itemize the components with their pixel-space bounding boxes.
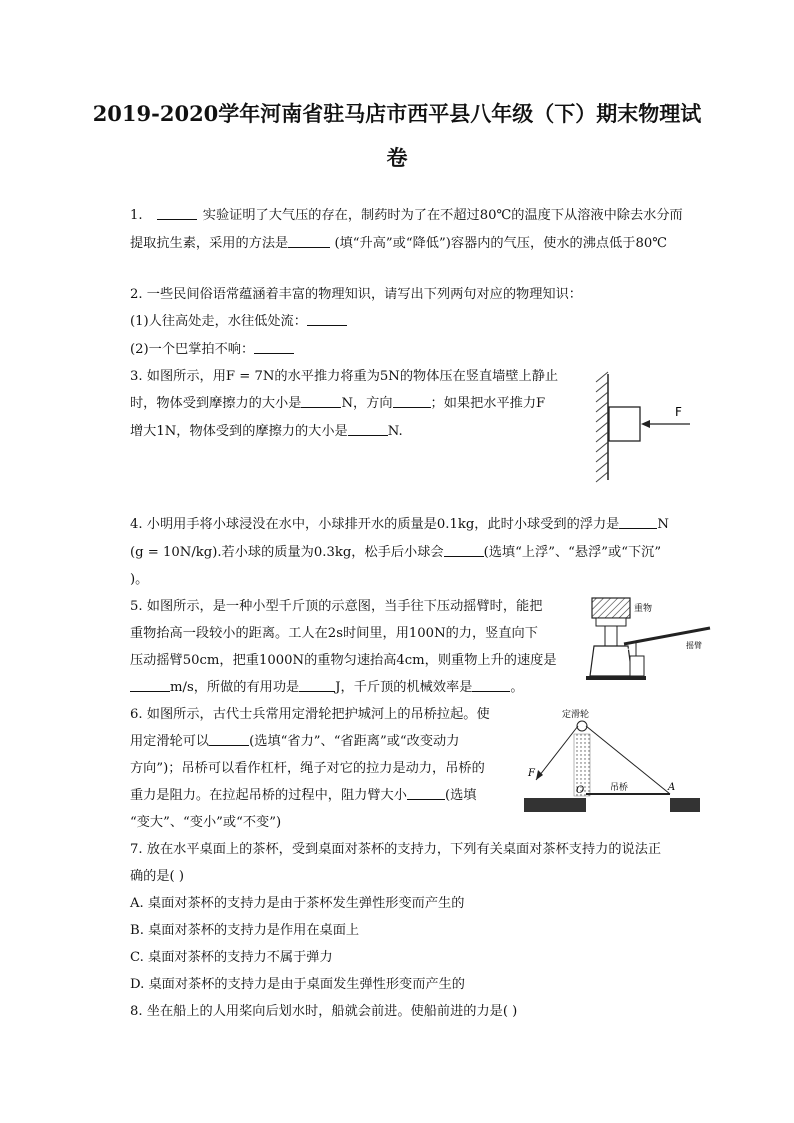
jack-figure xyxy=(586,594,716,684)
q6-line-2: 用定滑轮可以 (选填“省力”、“省距离”或“改变动力 xyxy=(130,734,460,749)
q5-line-1: 5. 如图所示，是一种小型千斤顶的示意图，当手往下压动摇臂时，能把 xyxy=(130,599,543,614)
q6-line-4: 重力是阻力。在拉起吊桥的过程中，阻力臂大小 (选填 xyxy=(130,788,477,803)
q3-blank-1[interactable] xyxy=(301,395,341,408)
lever-label: 摇臂 xyxy=(686,641,702,650)
q3-line-3: 增大1N，物体受到的摩擦力的大小是 N. xyxy=(130,424,403,439)
q5-line-3: 压动摇臂50cm，把重1000N的重物匀速抬高4cm，则重物上升的速度是 xyxy=(130,653,557,668)
q1-number: 1. xyxy=(130,208,143,223)
q3-line-1: 3. 如图所示，用F = 7N的水平推力将重为5N的物体压在竖直墙壁上静止 xyxy=(130,369,559,384)
q7-option-a[interactable]: A. 桌面对茶杯的支持力是由于茶杯发生弹性形变而产生的 xyxy=(130,896,465,911)
q2-line-1: 2. 一些民间俗语常蕴涵着丰富的物理知识，请写出下列两句对应的物理知识： xyxy=(130,287,582,302)
q7-option-b[interactable]: B. 桌面对茶杯的支持力是作用在桌面上 xyxy=(130,923,360,938)
pivot-label: O xyxy=(576,785,585,796)
title-line-1: 2019-2020学年河南省驻马店市西平县八年级（下）期末物理试 xyxy=(92,101,702,126)
q4-line-3: )。 xyxy=(130,572,149,587)
q5-line-2: 重物抬高一段较小的距离。工人在2s时间里，用100N的力，竖直向下 xyxy=(130,626,538,641)
q1-line-2: 提取抗生素，采用的方法是 (填“升高”或“降低”)容器内的气压，使水的沸点低于80℃ xyxy=(130,236,667,251)
q1-line-1 xyxy=(130,204,683,223)
q1-blank-1[interactable] xyxy=(157,207,197,220)
q4-blank-2[interactable] xyxy=(444,544,484,557)
wall-figure xyxy=(590,368,710,488)
q6-line-3: 方向”)；吊桥可以看作杠杆，绳子对它的拉力是动力，吊桥的 xyxy=(130,761,485,776)
q4-blank-1[interactable] xyxy=(619,516,657,529)
q2-line-3: (2)一个巴掌拍不响： xyxy=(130,338,294,357)
q7-line-1: 7. 放在水平桌面上的茶杯，受到桌面对茶杯的支持力，下列有关桌面对茶杯支持力的说法正 xyxy=(130,842,662,857)
q5-blank-2[interactable] xyxy=(299,679,335,692)
title-line-2: 卷 xyxy=(386,145,408,170)
weight-label: 重物 xyxy=(634,604,653,614)
q8-line-1: 8. 坐在船上的人用桨向后划水时，船就会前进。使船前进的力是( ) xyxy=(130,1004,518,1019)
q3-blank-3[interactable] xyxy=(348,423,388,436)
q5-blank-1[interactable] xyxy=(130,679,170,692)
pull-force-label: F xyxy=(528,768,535,779)
q3-line-2: 时，物体受到摩擦力的大小是 N，方向 ；如果把水平推力F xyxy=(130,396,546,411)
q2-blank-2[interactable] xyxy=(254,341,294,354)
q3-blank-2[interactable] xyxy=(393,395,431,408)
point-a-label: A xyxy=(668,782,676,793)
q1-blank-2[interactable] xyxy=(288,235,330,248)
q6-blank-1[interactable] xyxy=(209,733,249,746)
q6-line-1: 6. 如图所示，古代士兵常用定滑轮把护城河上的吊桥拉起。使 xyxy=(130,707,490,722)
q2-line-2: (1)人往高处走，水往低处流： xyxy=(130,310,347,329)
pulley-label: 定滑轮 xyxy=(562,710,590,720)
q7-line-2: 确的是( ) xyxy=(130,869,185,884)
force-label: F xyxy=(675,405,682,419)
q6-line-5: “变大”、“变小”或“不变”) xyxy=(130,815,282,830)
q2-blank-1[interactable] xyxy=(307,313,347,326)
q5-blank-3[interactable] xyxy=(472,679,510,692)
q6-blank-2[interactable] xyxy=(407,787,445,800)
q5-line-4: m/s，所做的有用功是 J，千斤顶的机械效率是 。 xyxy=(130,676,524,695)
q1-text: 实验证明了大气压的存在，制药时为了在不超过80℃的温度下从溶液中除去水分而 xyxy=(202,208,683,223)
exam-title xyxy=(90,92,704,180)
q7-option-d[interactable]: D. 桌面对茶杯的支持力是由于桌面发生弹性形变而产生的 xyxy=(130,977,465,992)
bridge-label: 吊桥 xyxy=(610,783,629,793)
drawbridge-figure xyxy=(524,706,700,818)
q4-line-2: (g = 10N/kg).若小球的质量为0.3kg，松手后小球会 (选填“上浮”、“悬浮”或“下沉” xyxy=(130,545,662,560)
q4-line-1: 4. 小明用手将小球浸没在水中，小球排开水的质量是0.1kg，此时小球受到的浮力是 N xyxy=(130,517,669,532)
q7-option-c[interactable]: C. 桌面对茶杯的支持力不属于弹力 xyxy=(130,950,333,965)
